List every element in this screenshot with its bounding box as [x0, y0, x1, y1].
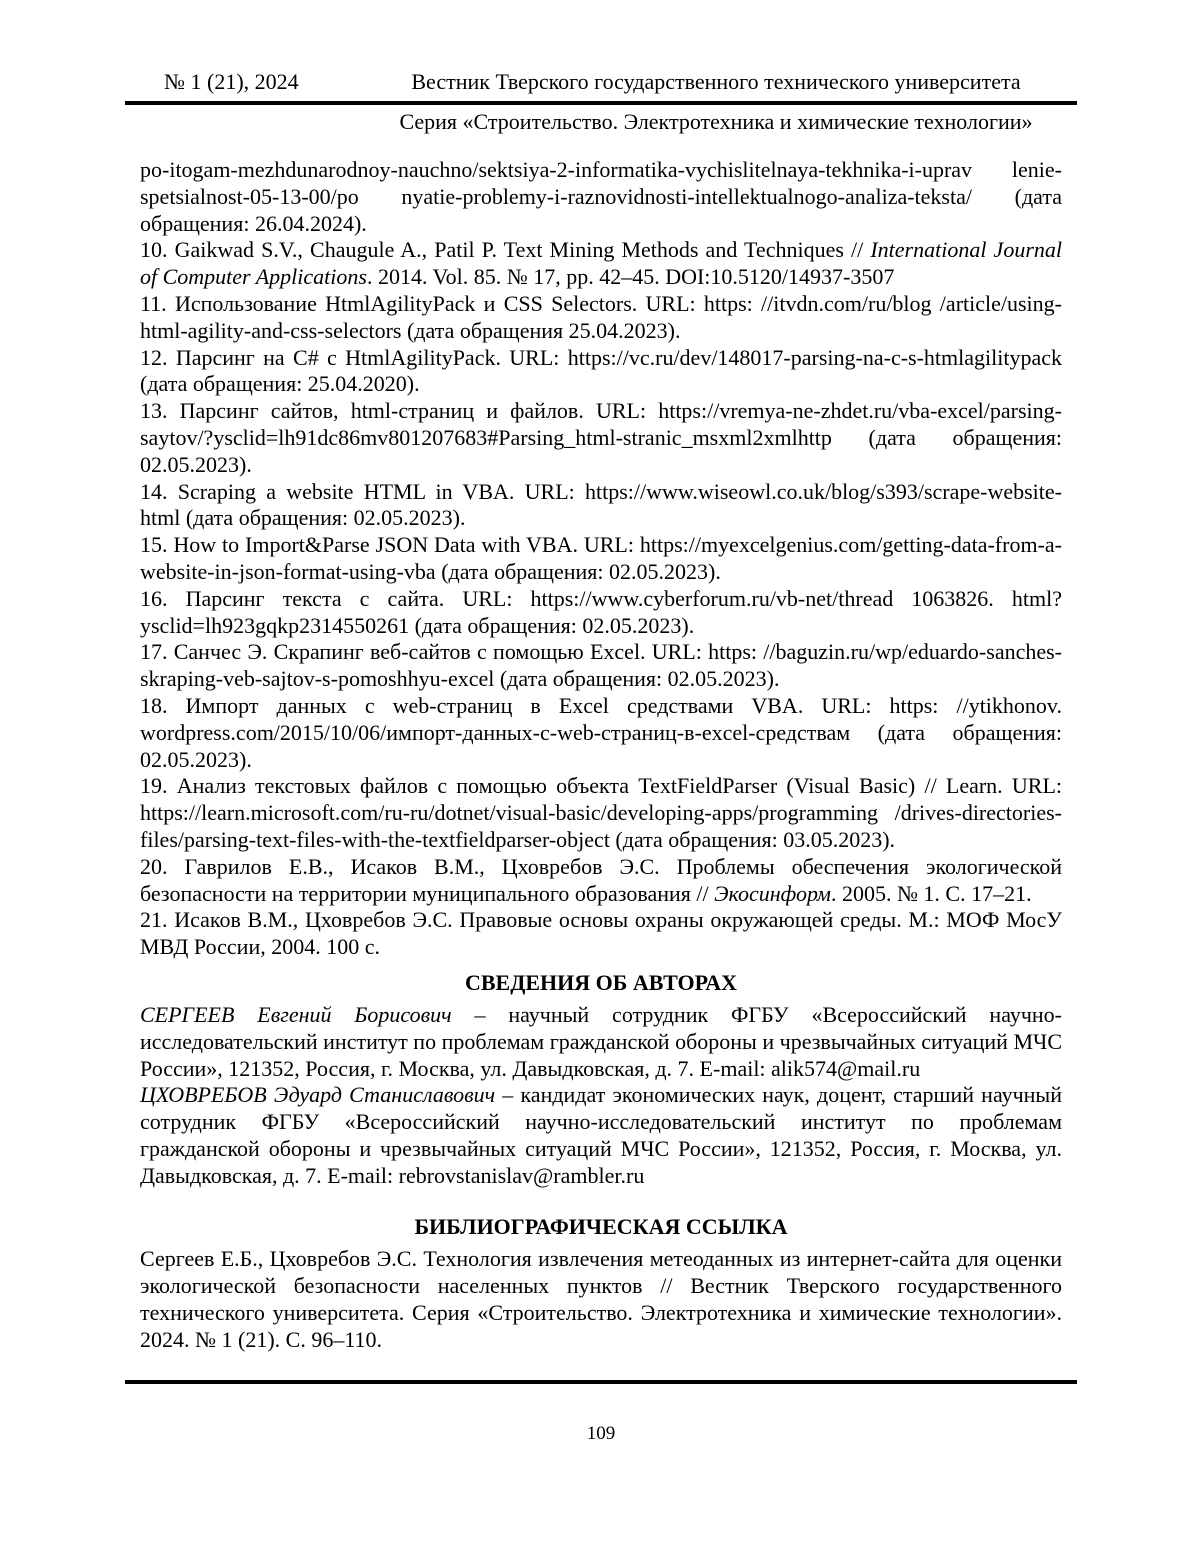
reference-item-21: 21. Исаков В.М., Цховребов Э.С. Правовые основы охраны окружающей среды. М.: МОФ МосУ МВД России, 2004. 100 с. [140, 907, 1062, 960]
citation-section [140, 1213, 1062, 1353]
reference-item-10: 10. Gaikwad S.V., Chaugule A., Patil P. Text Mining Methods and Techniques // International Journal of Computer Applications. 2014. Vol. 85. № 17, pp. 42–45. DOI:10.5120/14937-3507 [140, 237, 1062, 290]
footer-rule [125, 1380, 1077, 1384]
citation-heading: БИБЛИОГРАФИЧЕСКАЯ ССЫЛКА [414, 1214, 788, 1240]
author-info-2: ЦХОВРЕБОВ Эдуард Станиславович – кандидат экономических наук, доцент, старший научный сотрудник ФГБУ «Всероссийский научно-исследовательский институт по проблемам гражданской обороны и чрезвычайных ситуаций МЧС России», 121352, Россия, г. Москва, ул. Давыдковская, д. 7. E-mail: rebrovstanislav@rambler.ru [140, 1082, 1062, 1188]
reference-item-17: 17. Санчес Э. Скрапинг веб-сайтов с помощью Excel. URL: https: //baguzin.ru/wp/eduardo-sanches-skraping-veb-sajtov-s-pomoshhyu-excel (дата обращения: 02.05.2023). [140, 639, 1062, 692]
reference-item-15: 15. How to Import&Parse JSON Data with VBA. URL: https://myexcelgenius.com/getting-data-from-a-website-in-json-format-using-vba (дата обращения: 02.05.2023). [140, 532, 1062, 584]
authors-heading: СВЕДЕНИЯ ОБ АВТОРАХ [465, 969, 737, 995]
page-number: 109 [586, 1422, 616, 1444]
reference-item-12: 12. Парсинг на C# с HtmlAgilityPack. URL: https://vc.ru/dev/148017-parsing-na-c-s-htmlagilitypack (дата обращения: 25.04.2020). [140, 344, 1062, 397]
issue-number: № 1 (21), 2024 [164, 69, 299, 94]
authors-section [140, 969, 1062, 1190]
page-header [140, 68, 1062, 135]
reference-item-20: 20. Гаврилов Е.В., Исаков В.М., Цховребов Э.С. Проблемы обеспечения экологической безопасности на территории муниципального образования // Экосинформ. 2005. № 1. С. 17–21. [140, 853, 1062, 906]
reference-item-11: 11. Использование HtmlAgilityPack и CSS Selectors. URL: https: //itvdn.com/ru/blog /article/using-html-agility-and-css-selectors (дата обращения 25.04.2023). [140, 290, 1062, 343]
author-info-1: СЕРГЕЕВ Евгений Борисович – научный сотрудник ФГБУ «Всероссийский научно-исследовательский институт по проблемам гражданской обороны и чрезвычайных ситуаций МЧС России», 121352, Россия, г. Москва, ул. Давыдковская, д. 7. E-mail: alik574@mail.ru [140, 1001, 1063, 1081]
citation-text: Сергеев Е.Б., Цховребов Э.С. Технология извлечения метеоданных из интернет-сайта для оценки экологической безопасности населенных пунктов // Вестник Тверского государственного технического университета. Серия «Строительство. Электротехника и химические технологии». 2024. № 1 (21). С. 96–110. [140, 1246, 1062, 1352]
references-list [140, 157, 1062, 961]
header-rule [125, 101, 1077, 105]
reference-item-16: 16. Парсинг текста с сайта. URL: https://www.cyberforum.ru/vb-net/thread 1063826. html?ysclid=lh923gqkp2314550261 (дата обращения: 02.05.2023). [140, 585, 1062, 638]
reference-item-18: 18. Импорт данных с web-страниц в Excel средствами VBA. URL: https: //ytikhonov. wordpress.com/2015/10/06/импорт-данных-с-web-страниц-в-excel-средствам (дата обращения: 02.05.2023). [140, 692, 1062, 772]
header-row [140, 68, 1062, 95]
series-title: Серия «Строительство. Электротехника и химические технологии» [399, 109, 1033, 134]
journal-title: Вестник Тверского государственного технического университета [411, 69, 1021, 94]
reference-continuation: po-itogam-mezhdunarodnoy-nauchno/sektsiya-2-informatika-vychislitelnaya-tekhnika-i-uprav lenie-spetsialnost-05-13-00/po nyatie-problemy-i-raznovidnosti-intellektualnogo-analiza-teksta/ (дата обращения: 26.04.2024). [140, 157, 1062, 236]
reference-item-13: 13. Парсинг сайтов, html-страниц и файлов. URL: https://vremya-ne-zhdet.ru/vba-excel/parsing-saytov/?ysclid=lh91dc86mv801207683#Parsing_html-stranic_msxml2xmlhttp (дата обращения: 02.05.2023). [140, 398, 1062, 477]
reference-item-19: 19. Анализ текстовых файлов с помощью объекта TextFieldParser (Visual Basic) // Learn. URL: https://learn.microsoft.com/ru-ru/dotnet/visual-basic/developing-apps/programming /drives-directories-files/parsing-text-files-with-the-textfieldparser-object (дата обращения: 03.05.2023). [140, 773, 1062, 852]
reference-item-14: 14. Scraping a website HTML in VBA. URL: https://www.wiseowl.co.uk/blog/s393/scrape-website-html (дата обращения: 02.05.2023). [140, 478, 1062, 531]
